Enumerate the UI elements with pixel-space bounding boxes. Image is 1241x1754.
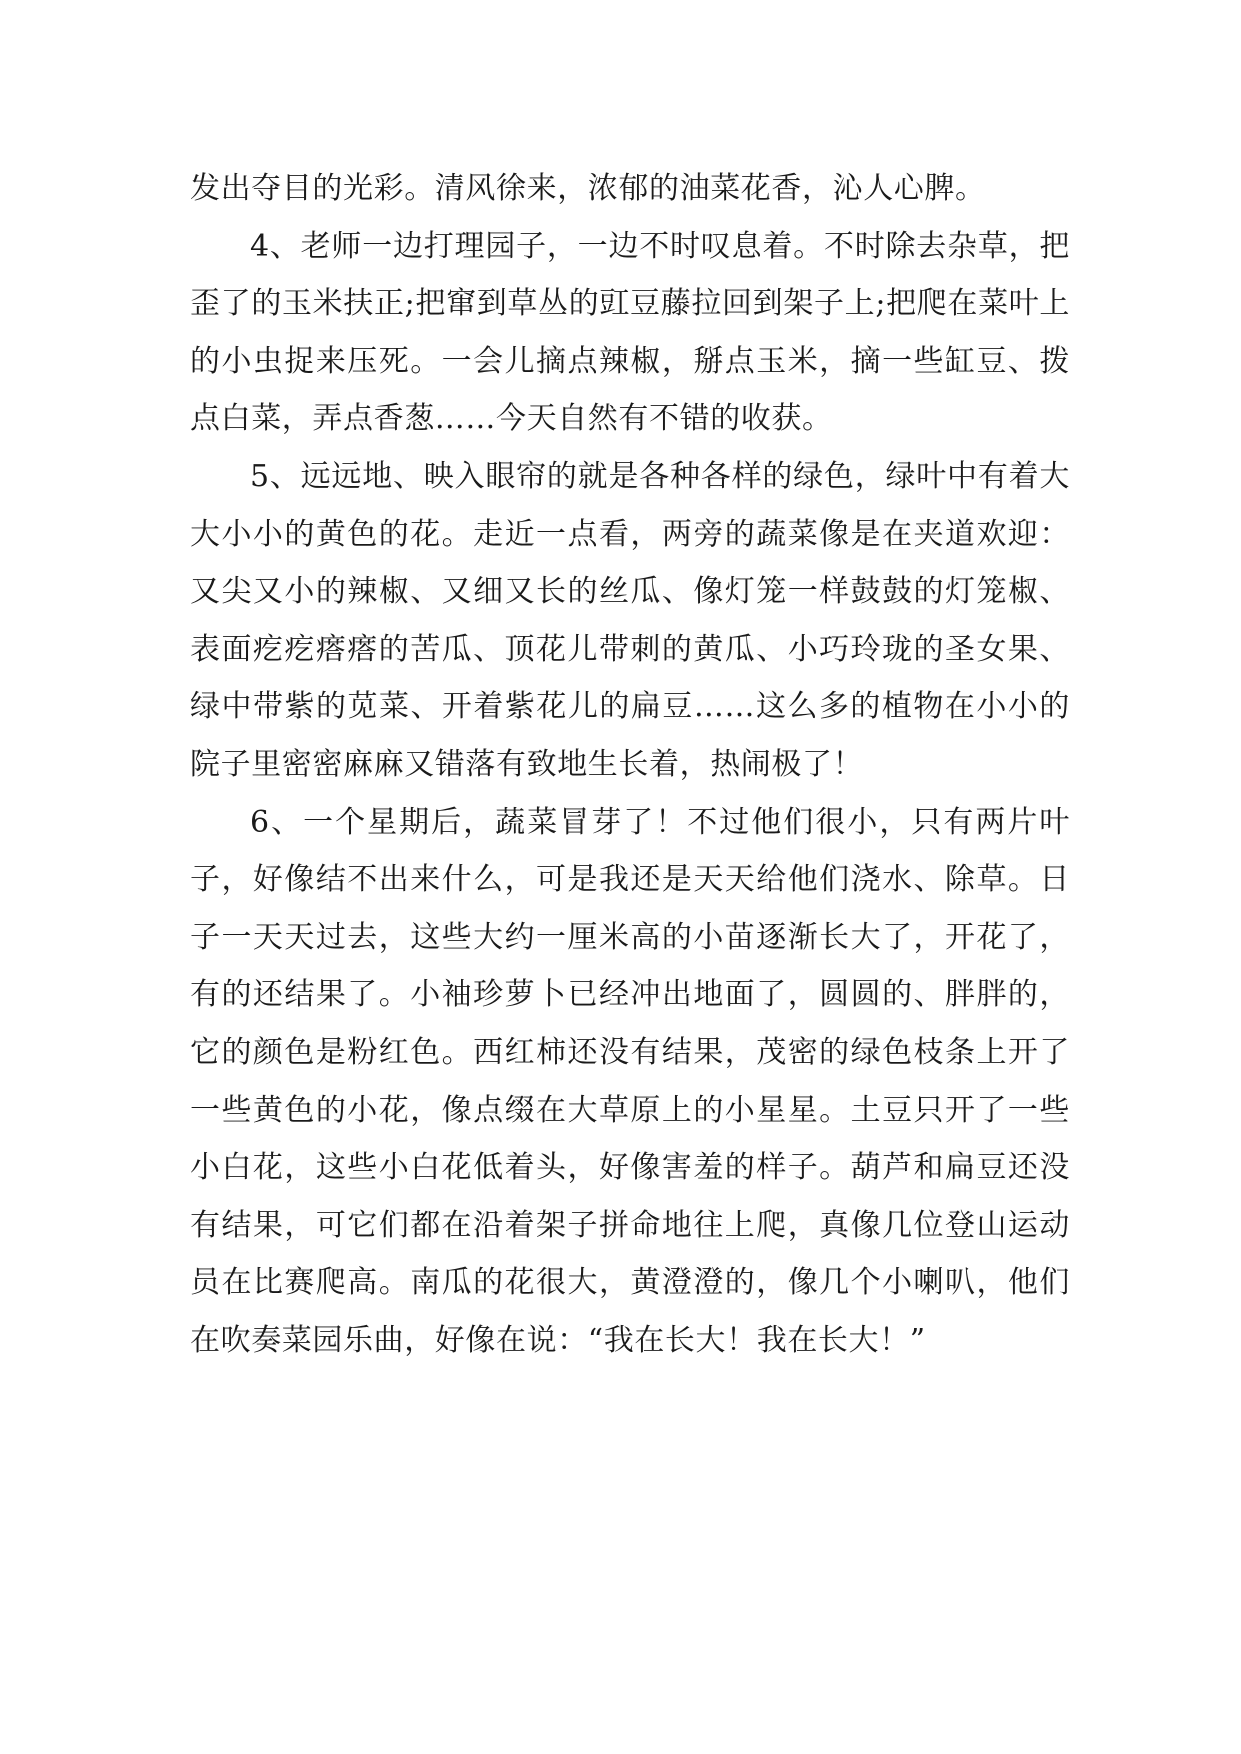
paragraph-continuation: 发出夺目的光彩。清风徐来，浓郁的油菜花香，沁人心脾。: [190, 171, 986, 206]
paragraph-5: 5、远远地、映入眼帘的就是各种各样的绿色，绿叶中有着大大小小的黄色的花。走近一点看，两旁的蔬菜像是在夹道欢迎：又尖又小的辣椒、又细又长的丝瓜、像灯笼一样鼓鼓的灯笼椒、表面疙疙瘩瘩的苦瓜、顶花儿带刺的黄瓜、小巧玲珑的圣女果、绿中带紫的苋菜、开着紫花儿的扁豆……这么多的植物在小小的院子里密密麻麻又错落有致地生长着，热闹极了！: [190, 458, 1070, 782]
paragraph-6: 6、一个星期后，蔬菜冒芽了！不过他们很小，只有两片叶子，好像结不出来什么，可是我还是天天给他们浇水、除草。日子一天天过去，这些大约一厘米高的小苗逐渐长大了，开花了，有的还结果了。小袖珍萝卜已经冲出地面了，圆圆的、胖胖的，它的颜色是粉红色。西红柿还没有结果，茂密的绿色枝条上开了一些黄色的小花，像点缀在大草原上的小星星。土豆只开了一些小白花，这些小白花低着头，好像害羞的样子。葫芦和扁豆还没有结果，可它们都在沿着架子拼命地往上爬，真像几位登山运动员在比赛爬高。南瓜的花很大，黄澄澄的，像几个小喇叭，他们在吹奏菜园乐曲，好像在说：“我在长大！我在长大！”: [190, 804, 1070, 1358]
document-body: [190, 160, 1070, 1369]
paragraph-4: 4、老师一边打理园子，一边不时叹息着。不时除去杂草，把歪了的玉米扶正;把窜到草丛的豇豆藤拉回到架子上;把爬在菜叶上的小虫捉来压死。一会儿摘点辣椒，掰点玉米，摘一些缸豆、拨点白菜，弄点香葱……今天自然有不错的收获。: [190, 228, 1070, 437]
